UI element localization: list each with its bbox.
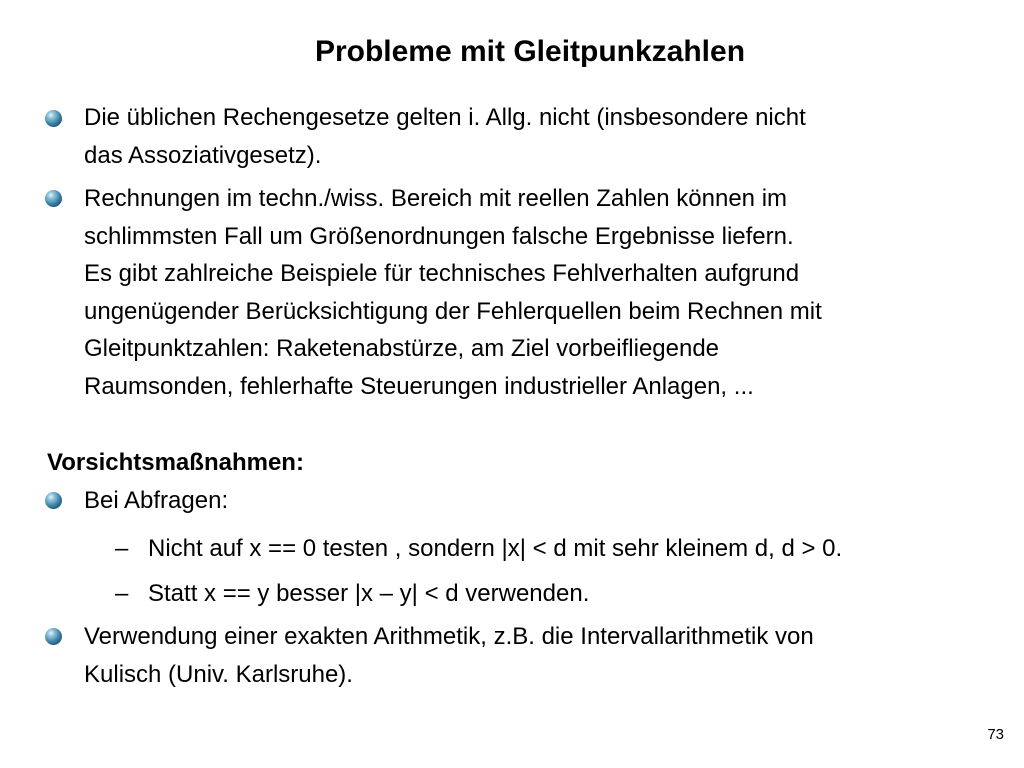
bullet-line: Gleitpunktzahlen: Raketenabstürze, am Ziel vorbeifliegende — [84, 335, 720, 362]
bullet-item — [84, 99, 806, 174]
bullet-line: Verwendung einer exakten Arithmetik, z.B. die Intervallarithmetik von — [84, 623, 814, 650]
section-heading: Vorsichtsmaßnahmen: — [47, 449, 304, 476]
sphere-bullet-icon — [45, 190, 62, 207]
bullet-line: Kulisch (Univ. Karlsruhe). — [84, 660, 353, 688]
bullet-line: das Assoziativgesetz). — [84, 141, 322, 169]
page-number: 73 — [987, 726, 1004, 743]
sub-item-dash: – — [115, 580, 129, 607]
bullet-line: Rechnungen im techn./wiss. Bereich mit reellen Zahlen können im — [84, 185, 788, 212]
bullet-line: Es gibt zahlreiche Beispiele für technisches Fehlverhalten aufgrund — [84, 260, 800, 287]
bullet-line: Die üblichen Rechengesetze gelten i. Allg. nicht (insbesondere nicht — [84, 104, 806, 131]
sphere-bullet-icon — [45, 110, 62, 127]
slide-title: Probleme mit Gleitpunkzahlen — [314, 35, 746, 68]
bullet-line: schlimmsten Fall um Größenordnungen falsche Ergebnisse liefern. — [84, 222, 794, 250]
bullet-item — [84, 180, 822, 405]
sphere-bullet-icon — [45, 628, 62, 645]
bullet-line: Raumsonden, fehlerhafte Steuerungen industrieller Anlagen, ... — [84, 372, 754, 400]
sphere-bullet-icon — [45, 492, 62, 509]
sub-item-text: Statt x == y besser |x – y| < d verwenden. — [148, 580, 590, 607]
bullet-line: ungenügender Berücksichtigung der Fehlerquellen beim Rechnen mit — [84, 297, 822, 325]
sub-item-dash: – — [115, 535, 129, 562]
sub-item-text: Nicht auf x == 0 testen , sondern |x| < d mit sehr kleinem d, d > 0. — [148, 535, 843, 562]
bullet-item — [84, 482, 228, 520]
bullet-line: Bei Abfragen: — [84, 487, 229, 514]
bullet-item — [84, 618, 814, 693]
